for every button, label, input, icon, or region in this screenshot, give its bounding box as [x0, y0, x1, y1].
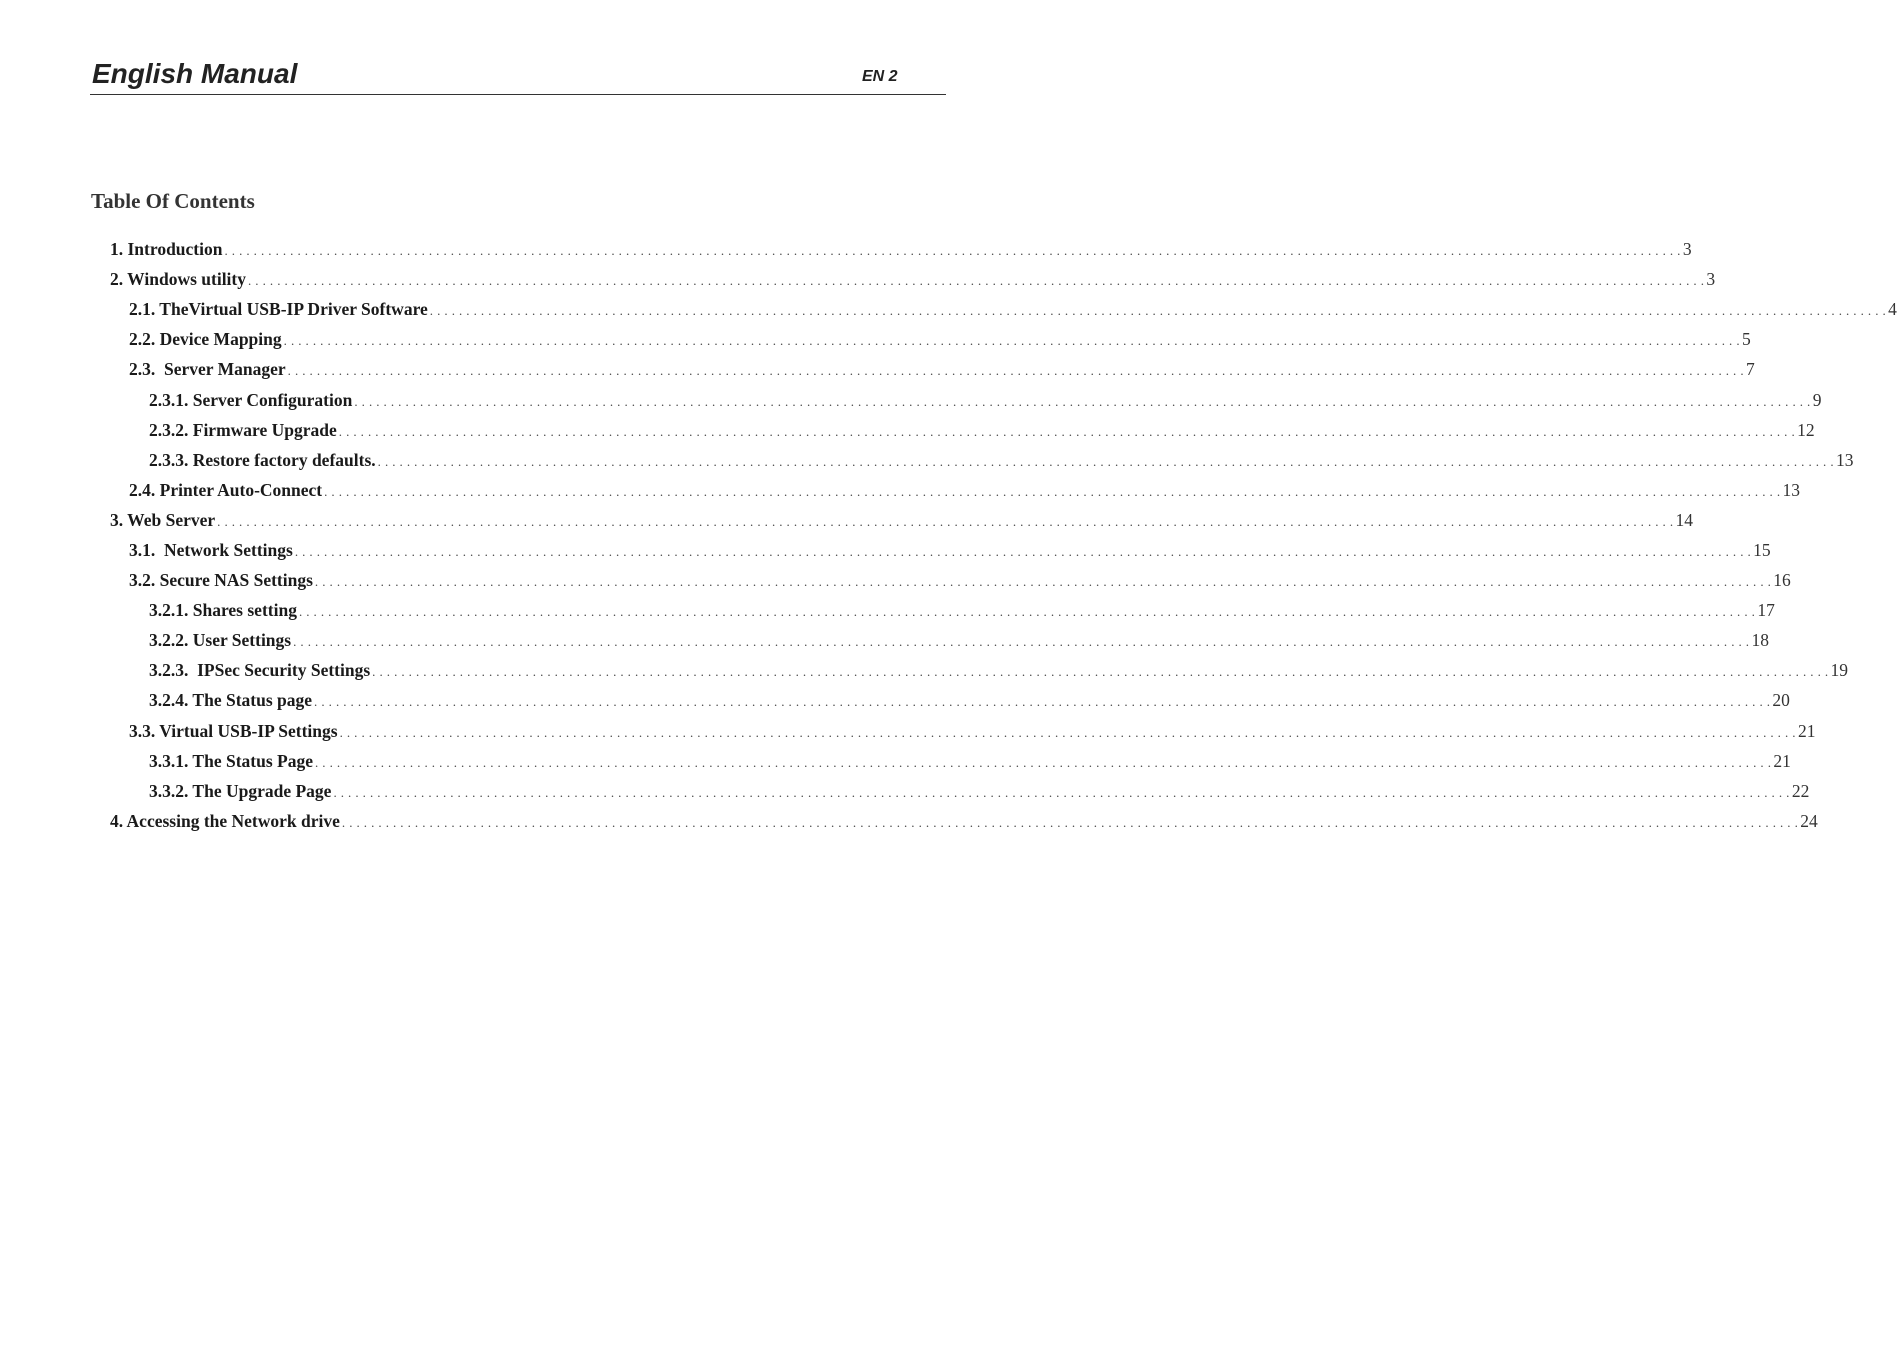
toc-entry-page[interactable]: 9: [1812, 389, 1822, 410]
toc-dot-leader: . . . . . . . . . . . . . . . . . . . . . . . . . . . . . . . . . . . . . . . . . . . . . . . . . . . . . . . . . . . . . . . . . . . . . . . . . . . . . . . . . . . . . . . . . . . . . . . . . . . . . . . . . . . . . . . . . . . . . . . . . . . . . . . . . . . . . . . . . . . . . . . . . . . . . . . . . . . . . . . . . . . . . . . . . . . . . . . . . . . . . . . . . . . . . . . . . . . . . . . .: [248, 273, 1705, 289]
toc-entry[interactable]: [0, 264, 1716, 294]
toc-entry-label[interactable]: 2.4. Printer Auto-Connect: [129, 479, 323, 500]
toc-dot-leader: . . . . . . . . . . . . . . . . . . . . . . . . . . . . . . . . . . . . . . . . . . . . . . . . . . . . . . . . . . . . . . . . . . . . . . . . . . . . . . . . . . . . . . . . . . . . . . . . . . . . . . . . . . . . . . . . . . . . . . . . . . . . . . . . . . . . . . . . . . . . . . . . . . . . . . . . . . . . . . . . . . . . . . . . . . . . . . . . . . . . . . . . . . . . . . . . . . . . . . . .: [294, 543, 1752, 559]
toc-entry-label[interactable]: 2.3. Server Manager: [129, 359, 286, 380]
toc-entry[interactable]: [0, 716, 1816, 746]
page-header: [90, 56, 946, 95]
toc-entry[interactable]: [0, 505, 1694, 535]
toc-entry-label[interactable]: 2. Windows utility: [110, 269, 246, 290]
toc-entry-page[interactable]: 13: [1836, 449, 1854, 470]
toc-entry-page[interactable]: 3: [1682, 239, 1692, 260]
toc-dot-leader: . . . . . . . . . . . . . . . . . . . . . . . . . . . . . . . . . . . . . . . . . . . . . . . . . . . . . . . . . . . . . . . . . . . . . . . . . . . . . . . . . . . . . . . . . . . . . . . . . . . . . . . . . . . . . . . . . . . . . . . . . . . . . . . . . . . . . . . . . . . . . . . . . . . . . . . . . . . . . . . . . . . . . . . . . . . . . . . . . . . . . . . . . . . . . . . . . . . . . . . .: [287, 363, 1745, 379]
toc-entry-label[interactable]: 3.1. Network Settings: [129, 539, 293, 560]
toc-entry[interactable]: [0, 384, 1822, 414]
toc-dot-leader: . . . . . . . . . . . . . . . . . . . . . . . . . . . . . . . . . . . . . . . . . . . . . . . . . . . . . . . . . . . . . . . . . . . . . . . . . . . . . . . . . . . . . . . . . . . . . . . . . . . . . . . . . . . . . . . . . . . . . . . . . . . . . . . . . . . . . . . . . . . . . . . . . . . . . . . . . . . . . . . . . . . . . . . . . . . . . . . . . . . . . . . . . . . . . . . . . . . . . . . .: [315, 754, 1772, 770]
toc-entry-label[interactable]: 3.3.1. The Status Page: [149, 750, 313, 771]
toc-entry-page[interactable]: 17: [1757, 600, 1775, 621]
toc-entry[interactable]: [0, 655, 1849, 685]
toc-entry[interactable]: [0, 415, 1815, 445]
toc-dot-leader: . . . . . . . . . . . . . . . . . . . . . . . . . . . . . . . . . . . . . . . . . . . . . . . . . . . . . . . . . . . . . . . . . . . . . . . . . . . . . . . . . . . . . . . . . . . . . . . . . . . . . . . . . . . . . . . . . . . . . . . . . . . . . . . . . . . . . . . . . . . . . . . . . . . . . . . . . . . . . . . . . . . . . . . . . . . . . . . . . . . . . . . . . . . . . . . . . . . . . . . .: [217, 513, 1674, 529]
toc-entry-label[interactable]: 3.2.2. User Settings: [149, 630, 292, 651]
toc-entry-label[interactable]: 3. Web Server: [110, 509, 216, 530]
toc-entry-page[interactable]: 22: [1791, 780, 1810, 801]
toc-entry-page[interactable]: 18: [1751, 630, 1769, 651]
toc-entry-label[interactable]: 2.3.3. Restore factory defaults.: [149, 449, 376, 470]
toc-entry-label[interactable]: 1. Introduction: [110, 239, 223, 260]
toc-entry-label[interactable]: 3.2.3. IPSec Security Settings: [149, 660, 371, 681]
toc-entry-label[interactable]: 2.1. TheVirtual USB-IP Driver Software: [129, 299, 428, 320]
toc-dot-leader: . . . . . . . . . . . . . . . . . . . . . . . . . . . . . . . . . . . . . . . . . . . . . . . . . . . . . . . . . . . . . . . . . . . . . . . . . . . . . . . . . . . . . . . . . . . . . . . . . . . . . . . . . . . . . . . . . . . . . . . . . . . . . . . . . . . . . . . . . . . . . . . . . . . . . . . . . . . . . . . . . . . . . . . . . . . . . . . . . . . . . . . . . . . . . . . . . . . . . . . .: [377, 453, 1834, 469]
toc-dot-leader: . . . . . . . . . . . . . . . . . . . . . . . . . . . . . . . . . . . . . . . . . . . . . . . . . . . . . . . . . . . . . . . . . . . . . . . . . . . . . . . . . . . . . . . . . . . . . . . . . . . . . . . . . . . . . . . . . . . . . . . . . . . . . . . . . . . . . . . . . . . . . . . . . . . . . . . . . . . . . . . . . . . . . . . . . . . . . . . . . . . . . . . . . . . . . . . . . . . . . . . .: [293, 634, 1750, 650]
toc-entry[interactable]: [0, 354, 1755, 384]
toc-dot-leader: . . . . . . . . . . . . . . . . . . . . . . . . . . . . . . . . . . . . . . . . . . . . . . . . . . . . . . . . . . . . . . . . . . . . . . . . . . . . . . . . . . . . . . . . . . . . . . . . . . . . . . . . . . . . . . . . . . . . . . . . . . . . . . . . . . . . . . . . . . . . . . . . . . . . . . . . . . . . . . . . . . . . . . . . . . . . . . . . . . . . . . . . . . . . . . . . . . . . . . . .: [314, 694, 1771, 710]
toc-entry[interactable]: [0, 776, 1810, 806]
toc-dot-leader: . . . . . . . . . . . . . . . . . . . . . . . . . . . . . . . . . . . . . . . . . . . . . . . . . . . . . . . . . . . . . . . . . . . . . . . . . . . . . . . . . . . . . . . . . . . . . . . . . . . . . . . . . . . . . . . . . . . . . . . . . . . . . . . . . . . . . . . . . . . . . . . . . . . . . . . . . . . . . . . . . . . . . . . . . . . . . . . . . . . . . . . . . . . . . . . . . . . . . . . .: [298, 604, 1756, 620]
toc-entry-page[interactable]: 12: [1797, 419, 1815, 440]
toc-entry-page[interactable]: 24: [1800, 810, 1818, 831]
table-of-contents: [0, 234, 1897, 836]
toc-dot-leader: . . . . . . . . . . . . . . . . . . . . . . . . . . . . . . . . . . . . . . . . . . . . . . . . . . . . . . . . . . . . . . . . . . . . . . . . . . . . . . . . . . . . . . . . . . . . . . . . . . . . . . . . . . . . . . . . . . . . . . . . . . . . . . . . . . . . . . . . . . . . . . . . . . . . . . . . . . . . . . . . . . . . . . . . . . . . . . . . . . . . . . . . . . . . . . . . . . . . . . . .: [283, 333, 1740, 349]
page-number-label: EN 2: [862, 68, 898, 85]
toc-entry-label[interactable]: 4. Accessing the Network drive: [110, 810, 340, 831]
toc-entry-label[interactable]: 3.2.4. The Status page: [149, 690, 313, 711]
toc-entry[interactable]: [0, 475, 1800, 505]
toc-entry[interactable]: [0, 324, 1751, 354]
toc-entry-page[interactable]: 15: [1753, 539, 1771, 560]
toc-entry-page[interactable]: 7: [1746, 359, 1755, 380]
toc-entry-page[interactable]: 14: [1675, 509, 1694, 530]
toc-dot-leader: . . . . . . . . . . . . . . . . . . . . . . . . . . . . . . . . . . . . . . . . . . . . . . . . . . . . . . . . . . . . . . . . . . . . . . . . . . . . . . . . . . . . . . . . . . . . . . . . . . . . . . . . . . . . . . . . . . . . . . . . . . . . . . . . . . . . . . . . . . . . . . . . . . . . . . . . . . . . . . . . . . . . . . . . . . . . . . . . . . . . . . . . . . . . . . . . . . . . . . . .: [324, 483, 1781, 499]
toc-entry[interactable]: [0, 565, 1791, 595]
toc-entry-page[interactable]: 16: [1773, 570, 1791, 591]
toc-entry-label[interactable]: 2.2. Device Mapping: [129, 329, 282, 350]
toc-dot-leader: . . . . . . . . . . . . . . . . . . . . . . . . . . . . . . . . . . . . . . . . . . . . . . . . . . . . . . . . . . . . . . . . . . . . . . . . . . . . . . . . . . . . . . . . . . . . . . . . . . . . . . . . . . . . . . . . . . . . . . . . . . . . . . . . . . . . . . . . . . . . . . . . . . . . . . . . . . . . . . . . . . . . . . . . . . . . . . . . . . . . . . . . . . . . . . . . . . . . . . . .: [333, 784, 1790, 800]
toc-entry[interactable]: [0, 595, 1775, 625]
toc-entry-page[interactable]: 13: [1782, 479, 1800, 500]
toc-entry[interactable]: [0, 535, 1771, 565]
toc-entry[interactable]: [0, 806, 1818, 836]
toc-dot-leader: . . . . . . . . . . . . . . . . . . . . . . . . . . . . . . . . . . . . . . . . . . . . . . . . . . . . . . . . . . . . . . . . . . . . . . . . . . . . . . . . . . . . . . . . . . . . . . . . . . . . . . . . . . . . . . . . . . . . . . . . . . . . . . . . . . . . . . . . . . . . . . . . . . . . . . . . . . . . . . . . . . . . . . . . . . . . . . . . . . . . . . . . . . . . . . . . . . . . . . . .: [429, 303, 1887, 319]
toc-entry[interactable]: [0, 746, 1791, 776]
toc-entry[interactable]: [0, 625, 1769, 655]
toc-dot-leader: . . . . . . . . . . . . . . . . . . . . . . . . . . . . . . . . . . . . . . . . . . . . . . . . . . . . . . . . . . . . . . . . . . . . . . . . . . . . . . . . . . . . . . . . . . . . . . . . . . . . . . . . . . . . . . . . . . . . . . . . . . . . . . . . . . . . . . . . . . . . . . . . . . . . . . . . . . . . . . . . . . . . . . . . . . . . . . . . . . . . . . . . . . . . . . . . . . . . . . . .: [314, 574, 1772, 590]
toc-entry[interactable]: [0, 234, 1692, 264]
toc-dot-leader: . . . . . . . . . . . . . . . . . . . . . . . . . . . . . . . . . . . . . . . . . . . . . . . . . . . . . . . . . . . . . . . . . . . . . . . . . . . . . . . . . . . . . . . . . . . . . . . . . . . . . . . . . . . . . . . . . . . . . . . . . . . . . . . . . . . . . . . . . . . . . . . . . . . . . . . . . . . . . . . . . . . . . . . . . . . . . . . . . . . . . . . . . . . . . . . . . . . . . . . .: [339, 724, 1796, 740]
toc-dot-leader: . . . . . . . . . . . . . . . . . . . . . . . . . . . . . . . . . . . . . . . . . . . . . . . . . . . . . . . . . . . . . . . . . . . . . . . . . . . . . . . . . . . . . . . . . . . . . . . . . . . . . . . . . . . . . . . . . . . . . . . . . . . . . . . . . . . . . . . . . . . . . . . . . . . . . . . . . . . . . . . . . . . . . . . . . . . . . . . . . . . . . . . . . . . . . . . . . . . . . . . .: [341, 814, 1799, 830]
toc-entry-page[interactable]: 21: [1797, 720, 1816, 741]
toc-entry-page[interactable]: 19: [1830, 660, 1849, 681]
toc-entry-page[interactable]: 5: [1742, 329, 1751, 350]
toc-entry[interactable]: [0, 445, 1854, 475]
toc-entry[interactable]: [0, 294, 1897, 324]
toc-entry-label[interactable]: 3.3. Virtual USB-IP Settings: [129, 720, 338, 741]
document-title: English Manual: [92, 58, 298, 89]
toc-entry-label[interactable]: 3.2. Secure NAS Settings: [129, 570, 313, 591]
toc-entry-page[interactable]: 4: [1888, 299, 1897, 320]
toc-entry-label[interactable]: 2.3.2. Firmware Upgrade: [149, 419, 337, 440]
toc-dot-leader: . . . . . . . . . . . . . . . . . . . . . . . . . . . . . . . . . . . . . . . . . . . . . . . . . . . . . . . . . . . . . . . . . . . . . . . . . . . . . . . . . . . . . . . . . . . . . . . . . . . . . . . . . . . . . . . . . . . . . . . . . . . . . . . . . . . . . . . . . . . . . . . . . . . . . . . . . . . . . . . . . . . . . . . . . . . . . . . . . . . . . . . . . . . . . . . . . . . . . . . .: [338, 423, 1796, 439]
toc-entry-label[interactable]: 3.3.2. The Upgrade Page: [149, 780, 332, 801]
toc-entry-label[interactable]: 3.2.1. Shares setting: [149, 600, 297, 621]
toc-heading: Table Of Contents: [91, 189, 255, 213]
toc-dot-leader: . . . . . . . . . . . . . . . . . . . . . . . . . . . . . . . . . . . . . . . . . . . . . . . . . . . . . . . . . . . . . . . . . . . . . . . . . . . . . . . . . . . . . . . . . . . . . . . . . . . . . . . . . . . . . . . . . . . . . . . . . . . . . . . . . . . . . . . . . . . . . . . . . . . . . . . . . . . . . . . . . . . . . . . . . . . . . . . . . . . . . . . . . . . . . . . . . . . . . . . .: [354, 393, 1811, 409]
toc-entry[interactable]: [0, 685, 1790, 715]
toc-entry-page[interactable]: 20: [1772, 690, 1790, 711]
toc-dot-leader: . . . . . . . . . . . . . . . . . . . . . . . . . . . . . . . . . . . . . . . . . . . . . . . . . . . . . . . . . . . . . . . . . . . . . . . . . . . . . . . . . . . . . . . . . . . . . . . . . . . . . . . . . . . . . . . . . . . . . . . . . . . . . . . . . . . . . . . . . . . . . . . . . . . . . . . . . . . . . . . . . . . . . . . . . . . . . . . . . . . . . . . . . . . . . . . . . . . . . . . .: [372, 664, 1829, 680]
toc-entry-page[interactable]: 21: [1773, 750, 1791, 771]
toc-entry-label[interactable]: 2.3.1. Server Configuration: [149, 389, 353, 410]
toc-entry-page[interactable]: 3: [1706, 269, 1716, 290]
toc-dot-leader: . . . . . . . . . . . . . . . . . . . . . . . . . . . . . . . . . . . . . . . . . . . . . . . . . . . . . . . . . . . . . . . . . . . . . . . . . . . . . . . . . . . . . . . . . . . . . . . . . . . . . . . . . . . . . . . . . . . . . . . . . . . . . . . . . . . . . . . . . . . . . . . . . . . . . . . . . . . . . . . . . . . . . . . . . . . . . . . . . . . . . . . . . . . . . . . . . . . . . . . .: [224, 243, 1681, 259]
